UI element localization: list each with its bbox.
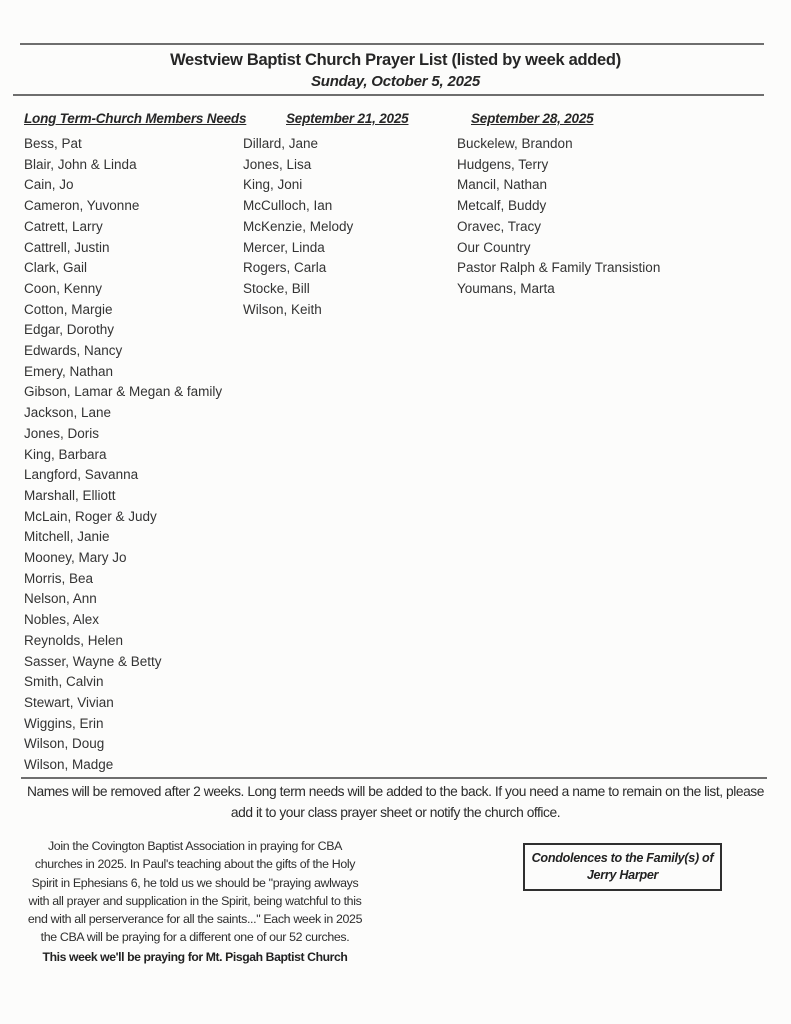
name-item: Rogers, Carla [243,260,327,276]
name-item: King, Joni [243,177,303,193]
name-item: Wiggins, Erin [24,715,104,731]
name-item: Cameron, Yuvonne [24,198,140,214]
name-item: Sasser, Wayne & Betty [24,653,162,669]
name-item: Wilson, Madge [24,757,114,773]
name-item: Cotton, Margie [24,301,113,317]
name-list-long-term [24,134,243,776]
column-header-september-21: September 21, 2025 [286,111,409,126]
column-long-term-needs [24,111,247,776]
name-item: Mercer, Linda [243,239,325,255]
header-divider [13,94,764,96]
name-item: Cattrell, Justin [24,239,110,255]
name-item: Marshall, Elliott [24,487,116,503]
name-item: Emery, Nathan [24,363,114,379]
name-item: Dillard, Jane [243,136,319,151]
name-item: Metcalf, Buddy [457,198,547,214]
name-item: Smith, Calvin [24,674,104,690]
name-item: Jackson, Lane [24,405,112,421]
name-item: Pastor Ralph & Family Transistion [457,260,661,276]
name-item: Stocke, Bill [243,280,310,296]
condolences-line1: Condolences to the Family(s) of [531,851,714,865]
name-item: Stewart, Vivian [24,694,114,710]
name-item: Blair, John & Linda [24,156,137,172]
name-item: Cain, Jo [24,177,74,193]
name-item: McCulloch, Ian [243,198,333,214]
removal-policy-note: Names will be removed after 2 weeks. Long term needs will be added to the back. If you need a name to remain on the list, please add it to your class prayer sheet or notify the church office. [27,784,764,820]
column-header-long-term: Long Term-Church Members Needs [24,111,247,126]
name-list-september-28 [457,134,787,300]
condolences-box [523,843,722,891]
condolences-line2: Jerry Harper [586,868,659,882]
name-item: King, Barbara [24,446,107,462]
name-item: Catrett, Larry [24,218,103,234]
name-item: Our Country [457,239,531,255]
cba-this-week-line: This week we'll be praying for Mt. Pisgah Baptist Church [42,949,348,964]
name-item: Mitchell, Janie [24,529,110,545]
name-item: Wilson, Keith [243,301,322,317]
name-item: Coon, Kenny [24,280,103,296]
name-list-september-21 [243,134,457,320]
page-title: Westview Baptist Church Prayer List (listed by week added) [170,51,621,69]
name-item: McLain, Roger & Judy [24,508,157,524]
name-item: Wilson, Doug [24,736,105,752]
name-item: Oravec, Tracy [457,218,542,234]
name-item: Edgar, Dorothy [24,322,115,338]
name-item: Gibson, Lamar & Megan & family [24,384,223,400]
name-item: Youmans, Marta [457,280,555,296]
column-september-28 [457,111,787,300]
cba-paragraph: Join the Covington Baptist Association in praying for CBA churches in 2025. In Paul's teaching about the gifts of the Holy Spirit in Ephesians 6, he told us we should be "praying awlways with all prayer and supplication in the Spirit, being watchful to this end with all perserverance for all the saints..." Each week in 2025 the CBA will be praying for a different one of our 52 curches. [27,839,363,945]
name-item: Mancil, Nathan [457,177,548,193]
name-item: Jones, Lisa [243,156,312,172]
name-item: Reynolds, Helen [24,632,124,648]
name-item: Mooney, Mary Jo [24,550,127,566]
name-item: Langford, Savanna [24,467,139,483]
page-subtitle: Sunday, October 5, 2025 [310,73,481,90]
name-item: Nelson, Ann [24,591,97,607]
name-item: Hudgens, Terry [457,156,549,172]
name-item: Jones, Doris [24,425,100,441]
name-item: Bess, Pat [24,136,82,151]
prayer-columns [24,111,791,776]
cba-announcement [27,837,363,966]
name-item: Edwards, Nancy [24,343,123,359]
name-item: Buckelew, Brandon [457,136,573,151]
name-item: Nobles, Alex [24,612,100,628]
top-divider [20,43,764,45]
name-item: Clark, Gail [24,260,88,276]
footer-divider [21,777,767,779]
name-item: Morris, Bea [24,570,94,586]
name-item: McKenzie, Melody [243,218,354,234]
column-header-september-28: September 28, 2025 [471,111,594,126]
column-september-21 [243,111,457,320]
